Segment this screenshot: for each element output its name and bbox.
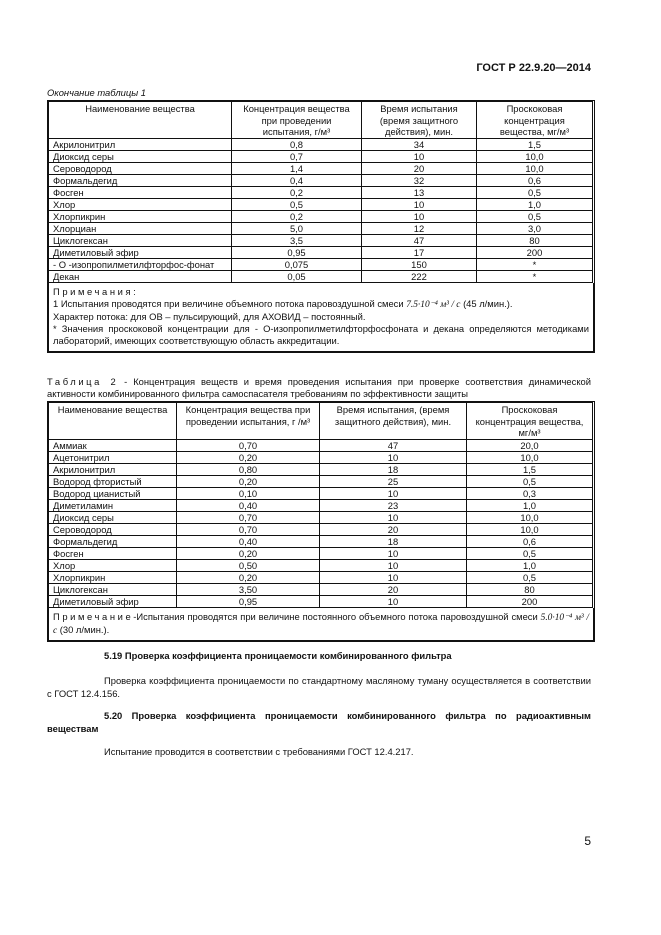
page-number: 5 xyxy=(584,834,591,848)
table-row xyxy=(49,547,593,559)
column-header: Время испытания, (время защитного действия), мин. xyxy=(320,403,467,440)
value-cell: 1,5 xyxy=(467,463,593,475)
table-row xyxy=(49,198,593,210)
table-row xyxy=(49,571,593,583)
section-5-20-heading: 5.20 Проверка коэффициента проницаемости комбинированного фильтра по радиоактивным веществам xyxy=(47,710,591,734)
substance-name-cell: Фосген xyxy=(49,186,232,198)
value-cell: 0,5 xyxy=(477,186,593,198)
value-cell: 3,5 xyxy=(232,234,362,246)
value-cell: 0,2 xyxy=(232,186,362,198)
substance-name-cell: Циклогексан xyxy=(49,583,177,595)
value-cell: 80 xyxy=(467,583,593,595)
table-row xyxy=(49,559,593,571)
value-cell: 222 xyxy=(362,270,477,282)
substance-name-cell: Формальдегид xyxy=(49,174,232,186)
column-header: Проскоковая концентрация вещества, мг/м³ xyxy=(477,102,593,139)
note-2: Характер потока: для ОВ – пульсирующий, для АХОВИД – постоянный. xyxy=(53,310,366,322)
value-cell: 1,5 xyxy=(477,138,593,150)
substance-name-cell: Хлорпикрин xyxy=(49,571,177,583)
value-cell: 200 xyxy=(477,246,593,258)
value-cell: 0,5 xyxy=(477,210,593,222)
substance-name-cell: Хлорпикрин xyxy=(49,210,232,222)
value-cell: 10,0 xyxy=(467,451,593,463)
substance-name-cell: Хлорциан xyxy=(49,222,232,234)
substance-name-cell: Сероводород xyxy=(49,162,232,174)
value-cell: 0,3 xyxy=(467,487,593,499)
value-cell: 10,0 xyxy=(467,511,593,523)
value-cell: 0,05 xyxy=(232,270,362,282)
table-row xyxy=(49,162,593,174)
column-header: Проскоковая концентрация вещества, мг/м³ xyxy=(467,403,593,440)
value-cell: 200 xyxy=(467,595,593,607)
value-cell: 32 xyxy=(362,174,477,186)
value-cell: 23 xyxy=(320,499,467,511)
substance-name-cell: Аммиак xyxy=(49,439,177,451)
section-5-19-heading: 5.19 Проверка коэффициента проницаемости комбинированного фильтра xyxy=(104,650,452,661)
substance-name-cell: Ацетонитрил xyxy=(49,451,177,463)
table-row xyxy=(49,499,593,511)
note-3: * Значения проскоковой концентрации для - О-изопропилметилфторфосфоната и декана определяются методиками лабораторий, имеющих соответствующую область аккредитации. xyxy=(53,323,589,347)
value-cell: 0,4 xyxy=(232,174,362,186)
table-row xyxy=(49,583,593,595)
value-cell: 0,5 xyxy=(467,475,593,487)
value-cell: * xyxy=(477,270,593,282)
value-cell: 0,80 xyxy=(177,463,320,475)
value-cell: 18 xyxy=(320,535,467,547)
value-cell: 18 xyxy=(320,463,467,475)
value-cell: 0,70 xyxy=(177,439,320,451)
substance-name-cell: Хлор xyxy=(49,559,177,571)
value-cell: 34 xyxy=(362,138,477,150)
value-cell: 10 xyxy=(320,571,467,583)
value-cell: 10 xyxy=(320,451,467,463)
table-row xyxy=(49,222,593,234)
table-row xyxy=(49,523,593,535)
table-row xyxy=(49,186,593,198)
table-row xyxy=(49,270,593,282)
value-cell: 0,5 xyxy=(467,571,593,583)
column-header: Наименование вещества xyxy=(49,102,232,139)
value-cell: 0,95 xyxy=(232,246,362,258)
substance-name-cell: - О -изопропилметилфторфос-фонат xyxy=(49,258,232,270)
value-cell: 0,20 xyxy=(177,571,320,583)
table-header-row xyxy=(49,102,593,139)
substance-name-cell: Водород цианистый xyxy=(49,487,177,499)
value-cell: 10 xyxy=(362,210,477,222)
value-cell: 10 xyxy=(320,559,467,571)
value-cell: 10,0 xyxy=(477,162,593,174)
substance-name-cell: Циклогексан xyxy=(49,234,232,246)
document-id: ГОСТ Р 22.9.20—2014 xyxy=(476,62,591,74)
value-cell: 12 xyxy=(362,222,477,234)
substance-name-cell: Хлор xyxy=(49,198,232,210)
value-cell: 10,0 xyxy=(467,523,593,535)
value-cell: 0,6 xyxy=(467,535,593,547)
substance-name-cell: Диметиловый эфир xyxy=(49,595,177,607)
value-cell: 10 xyxy=(320,547,467,559)
table-row xyxy=(49,475,593,487)
note-1: 1 Испытания проводятся при величине объемного потока паровоздушной смеси 7.5·10⁻⁴ м³ / с (45 л/мин.). xyxy=(53,297,513,310)
value-cell: 5,0 xyxy=(232,222,362,234)
table-row xyxy=(49,150,593,162)
table-row xyxy=(49,439,593,451)
table-row xyxy=(49,234,593,246)
value-cell: 3,0 xyxy=(477,222,593,234)
value-cell: 0,8 xyxy=(232,138,362,150)
substance-name-cell: Акрилонитрил xyxy=(49,463,177,475)
value-cell: 0,2 xyxy=(232,210,362,222)
value-cell: 20,0 xyxy=(467,439,593,451)
value-cell: 0,40 xyxy=(177,535,320,547)
substance-name-cell: Диоксид серы xyxy=(49,511,177,523)
value-cell: 10 xyxy=(320,595,467,607)
value-cell: 10,0 xyxy=(477,150,593,162)
value-cell: 20 xyxy=(320,583,467,595)
value-cell: 3,50 xyxy=(177,583,320,595)
value-cell: 150 xyxy=(362,258,477,270)
column-header: Время испытания (время защитного действия), мин. xyxy=(362,102,477,139)
value-cell: 10 xyxy=(320,511,467,523)
substance-name-cell: Сероводород xyxy=(49,523,177,535)
value-cell: 1,4 xyxy=(232,162,362,174)
value-cell: 0,70 xyxy=(177,511,320,523)
value-cell: 25 xyxy=(320,475,467,487)
value-cell: 0,95 xyxy=(177,595,320,607)
value-cell: 10 xyxy=(362,198,477,210)
column-header: Концентрация вещества при проведении испытания, г /м³ xyxy=(177,403,320,440)
table-row xyxy=(49,246,593,258)
substance-name-cell: Декан xyxy=(49,270,232,282)
value-cell: 80 xyxy=(477,234,593,246)
value-cell: 1,0 xyxy=(467,559,593,571)
value-cell: 10 xyxy=(362,150,477,162)
notes-title: Примечания: xyxy=(53,285,139,297)
table1-caption: Окончание таблицы 1 xyxy=(47,87,146,98)
table-header-row xyxy=(49,403,593,440)
value-cell: 0,50 xyxy=(177,559,320,571)
value-cell: 0,40 xyxy=(177,499,320,511)
table-row xyxy=(49,511,593,523)
value-cell: 0,70 xyxy=(177,523,320,535)
value-cell: 0,10 xyxy=(177,487,320,499)
substance-name-cell: Акрилонитрил xyxy=(49,138,232,150)
value-cell: 1,0 xyxy=(467,499,593,511)
value-cell: 20 xyxy=(362,162,477,174)
substance-name-cell: Диоксид серы xyxy=(49,150,232,162)
table-row xyxy=(49,210,593,222)
value-cell: 17 xyxy=(362,246,477,258)
substance-name-cell: Диметиламин xyxy=(49,499,177,511)
substance-name-cell: Формальдегид xyxy=(49,535,177,547)
table-2 xyxy=(47,401,595,642)
value-cell: 0,6 xyxy=(477,174,593,186)
table-row xyxy=(49,138,593,150)
table-1 xyxy=(47,100,595,353)
table1-notes xyxy=(48,283,594,352)
value-cell: 20 xyxy=(320,523,467,535)
value-cell: 0,7 xyxy=(232,150,362,162)
value-cell: 47 xyxy=(320,439,467,451)
value-cell: 47 xyxy=(362,234,477,246)
value-cell: 0,20 xyxy=(177,451,320,463)
table-row xyxy=(49,174,593,186)
table-row xyxy=(49,451,593,463)
substance-name-cell: Фосген xyxy=(49,547,177,559)
substance-name-cell: Диметиловый эфир xyxy=(49,246,232,258)
table2-note: Примечание-Испытания проводятся при величине постоянного объемного потока паровоздушной смеси 5.0·10⁻⁴ м³ / с (30 л/мин.). xyxy=(48,608,594,641)
table-row xyxy=(49,258,593,270)
table-row xyxy=(49,463,593,475)
value-cell: 0,5 xyxy=(232,198,362,210)
column-header: Концентрация вещества при проведении испытания, г/м³ xyxy=(232,102,362,139)
value-cell: 0,20 xyxy=(177,547,320,559)
value-cell: 10 xyxy=(320,487,467,499)
table-row xyxy=(49,487,593,499)
column-header: Наименование вещества xyxy=(49,403,177,440)
value-cell: * xyxy=(477,258,593,270)
value-cell: 0,20 xyxy=(177,475,320,487)
section-5-19-text: Проверка коэффициента проницаемости по стандартному масляному туману осуществляется в соответствии с ГОСТ 12.4.156. xyxy=(47,675,591,699)
table-row xyxy=(49,535,593,547)
value-cell: 1,0 xyxy=(477,198,593,210)
value-cell: 0,075 xyxy=(232,258,362,270)
value-cell: 0,5 xyxy=(467,547,593,559)
section-5-20-text: Испытание проводится в соответствии с требованиями ГОСТ 12.4.217. xyxy=(104,746,414,757)
value-cell: 13 xyxy=(362,186,477,198)
table-row xyxy=(49,595,593,607)
table2-caption: Таблица 2 - Концентрация веществ и время проведения испытания при проверке соответствия динамической активности комбинированного фильтра самоспасателя требованиям по эффективности защиты xyxy=(47,376,591,399)
substance-name-cell: Водород фтористый xyxy=(49,475,177,487)
